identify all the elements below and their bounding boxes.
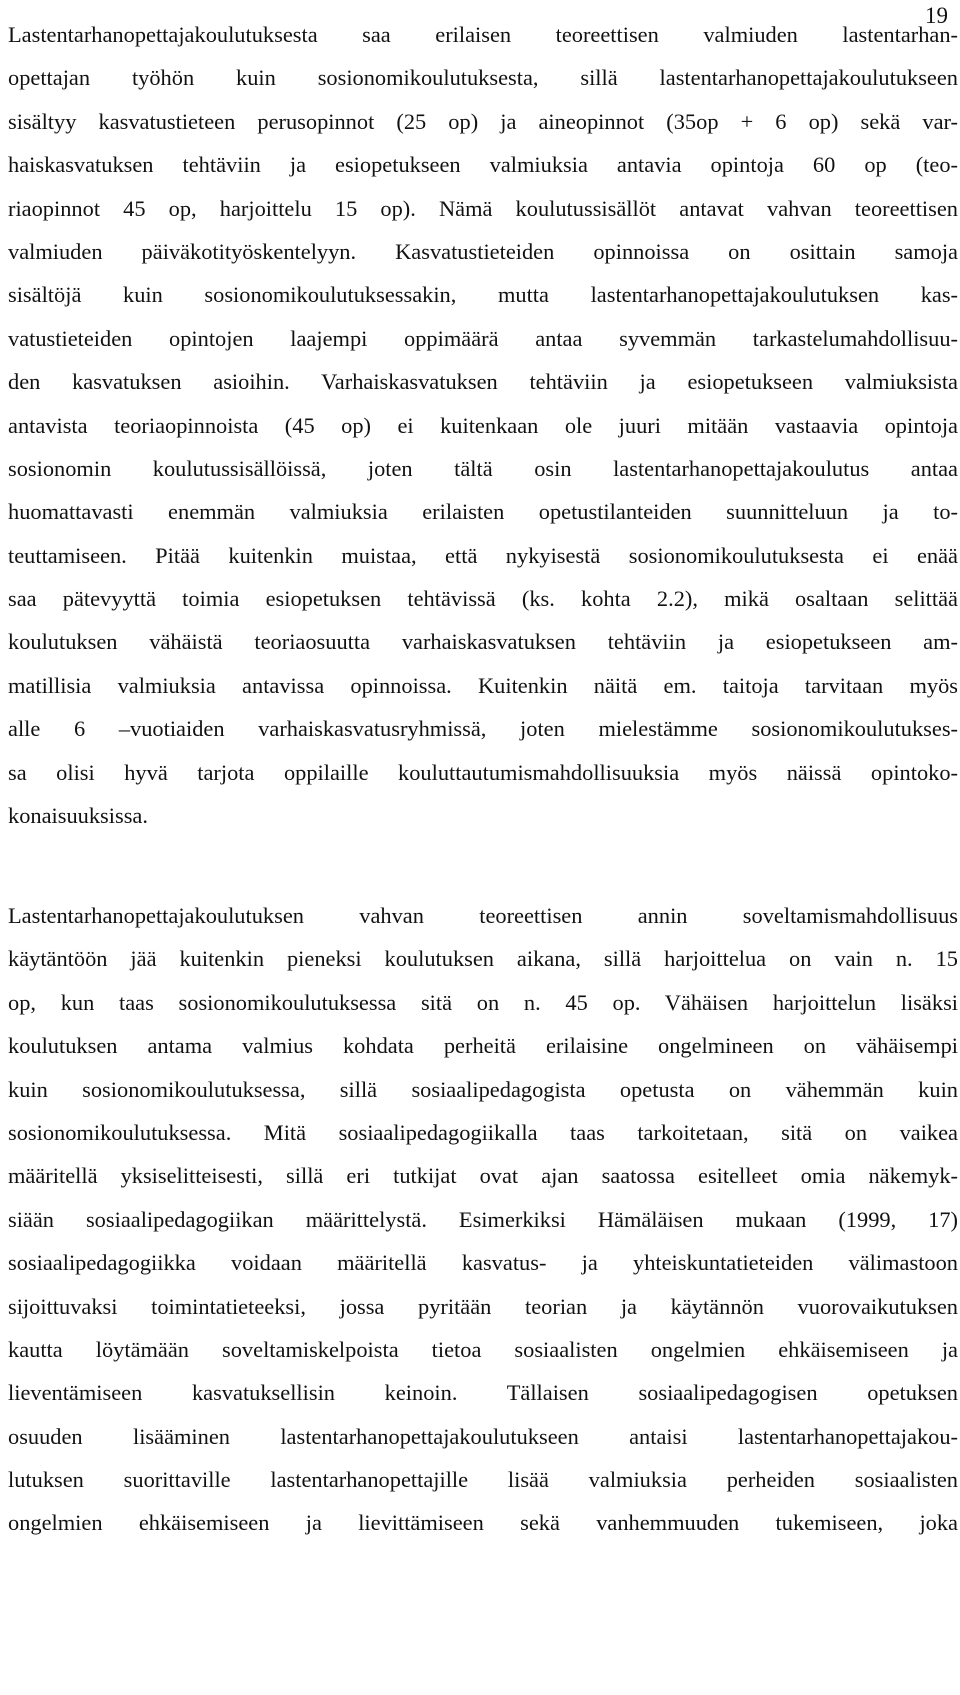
- text-line: antavista teoriaopinnoista (45 op) ei kuitenkaan ole juuri mitään vastaavia opintoja: [8, 412, 958, 438]
- text-line: valmiuden päiväkotityöskentelyyn. Kasvatustieteiden opinnoissa on osittain samoja: [8, 238, 958, 264]
- text-line: kautta löytämään soveltamiskelpoista tietoa sosiaalisten ongelmien ehkäisemiseen ja: [8, 1336, 958, 1362]
- text-line: ongelmien ehkäisemiseen ja lievittämiseen sekä vanhemmuuden tukemiseen, joka: [8, 1510, 958, 1536]
- text-line: kuin sosionomikoulutuksessa, sillä sosiaalipedagogista opetusta on vähemmän kuin: [8, 1076, 958, 1102]
- text-line: konaisuuksissa.: [8, 803, 148, 829]
- text-line: opettajan työhön kuin sosionomikoulutuksesta, sillä lastentarhanopettajakoulutukseen: [8, 65, 958, 91]
- text-line: lieventämiseen kasvatuksellisin keinoin. Tällaisen sosiaalipedagogisen opetuksen: [8, 1380, 958, 1406]
- text-line: sisältyy kasvatustieteen perusopinnot (25 op) ja aineopinnot (35op + 6 op) sekä var-: [8, 108, 958, 134]
- text-line: riaopinnot 45 op, harjoittelu 15 op). Nämä koulutussisällöt antavat vahvan teoreettisen: [8, 195, 958, 221]
- page-number: 19: [925, 3, 948, 28]
- text-line: den kasvatuksen asioihin. Varhaiskasvatuksen tehtäviin ja esiopetukseen valmiuksista: [8, 369, 958, 395]
- text-line: sosiaalipedagogiikka voidaan määritellä kasvatus- ja yhteiskuntatieteiden välimastoon: [8, 1250, 958, 1276]
- text-line: op, kun taas sosionomikoulutuksessa sitä on n. 45 op. Vähäisen harjoittelun lisäksi: [8, 989, 958, 1015]
- text-line: vatustieteiden opintojen laajempi oppimäärä antaa syvemmän tarkastelumahdollisuu-: [8, 325, 958, 351]
- text-line: sosionomikoulutuksessa. Mitä sosiaalipedagogiikalla taas tarkoitetaan, sitä on vaikea: [8, 1119, 958, 1145]
- text-line: käytäntöön jää kuitenkin pieneksi koulutuksen aikana, sillä harjoittelua on vain n. 15: [8, 946, 958, 972]
- text-line: määritellä yksiselitteisesti, sillä eri tutkijat ovat ajan saatossa esitelleet omia näkemyk-: [8, 1163, 958, 1189]
- text-line: sosionomin koulutussisällöissä, joten tältä osin lastentarhanopettajakoulutus antaa: [8, 455, 958, 481]
- text-line: teuttamiseen. Pitää kuitenkin muistaa, että nykyisestä sosionomikoulutuksesta ei enää: [8, 542, 958, 568]
- text-line: koulutuksen antama valmius kohdata perheitä erilaisine ongelmineen on vähäisempi: [8, 1033, 958, 1059]
- text-line: alle 6 –vuotiaiden varhaiskasvatusryhmissä, joten mielestämme sosionomikoulutukses-: [8, 716, 958, 742]
- text-line: matillisia valmiuksia antavissa opinnoissa. Kuitenkin näitä em. taitoja tarvitaan myös: [8, 672, 958, 698]
- text-line: osuuden lisääminen lastentarhanopettajakoulutukseen antaisi lastentarhanopettajakou-: [8, 1423, 958, 1449]
- text-line: sijoittuvaksi toimintatieteeksi, jossa pyritään teorian ja käytännön vuorovaikutuksen: [8, 1293, 958, 1319]
- text-line: Lastentarhanopettajakoulutuksesta saa erilaisen teoreettisen valmiuden lastentarhan-: [8, 22, 958, 47]
- text-line: lutuksen suorittaville lastentarhanopettajille lisää valmiuksia perheiden sosiaalisten: [8, 1467, 958, 1493]
- text-line: Lastentarhanopettajakoulutuksen vahvan teoreettisen annin soveltamismahdollisuus: [8, 903, 958, 928]
- text-line: haiskasvatuksen tehtäviin ja esiopetukseen valmiuksia antavia opintoja 60 op (teo-: [8, 152, 958, 178]
- body-paragraph-2: [8, 894, 958, 1545]
- text-line: sisältöjä kuin sosionomikoulutuksessakin, mutta lastentarhanopettajakoulutuksen kas-: [8, 282, 958, 308]
- body-paragraph-1: [8, 13, 958, 837]
- text-line: saa pätevyyttä toimia esiopetuksen tehtävissä (ks. kohta 2.2), mikä osaltaan selittää: [8, 586, 958, 612]
- text-line: koulutuksen vähäistä teoriaosuutta varhaiskasvatuksen tehtäviin ja esiopetukseen am-: [8, 629, 958, 655]
- text-line: sa olisi hyvä tarjota oppilaille kouluttautumismahdollisuuksia myös näissä opintoko-: [8, 759, 958, 785]
- text-line: huomattavasti enemmän valmiuksia erilaisten opetustilanteiden suunnitteluun ja to-: [8, 499, 958, 525]
- text-line: siään sosiaalipedagogiikan määrittelystä. Esimerkiksi Hämäläisen mukaan (1999, 17): [8, 1206, 958, 1232]
